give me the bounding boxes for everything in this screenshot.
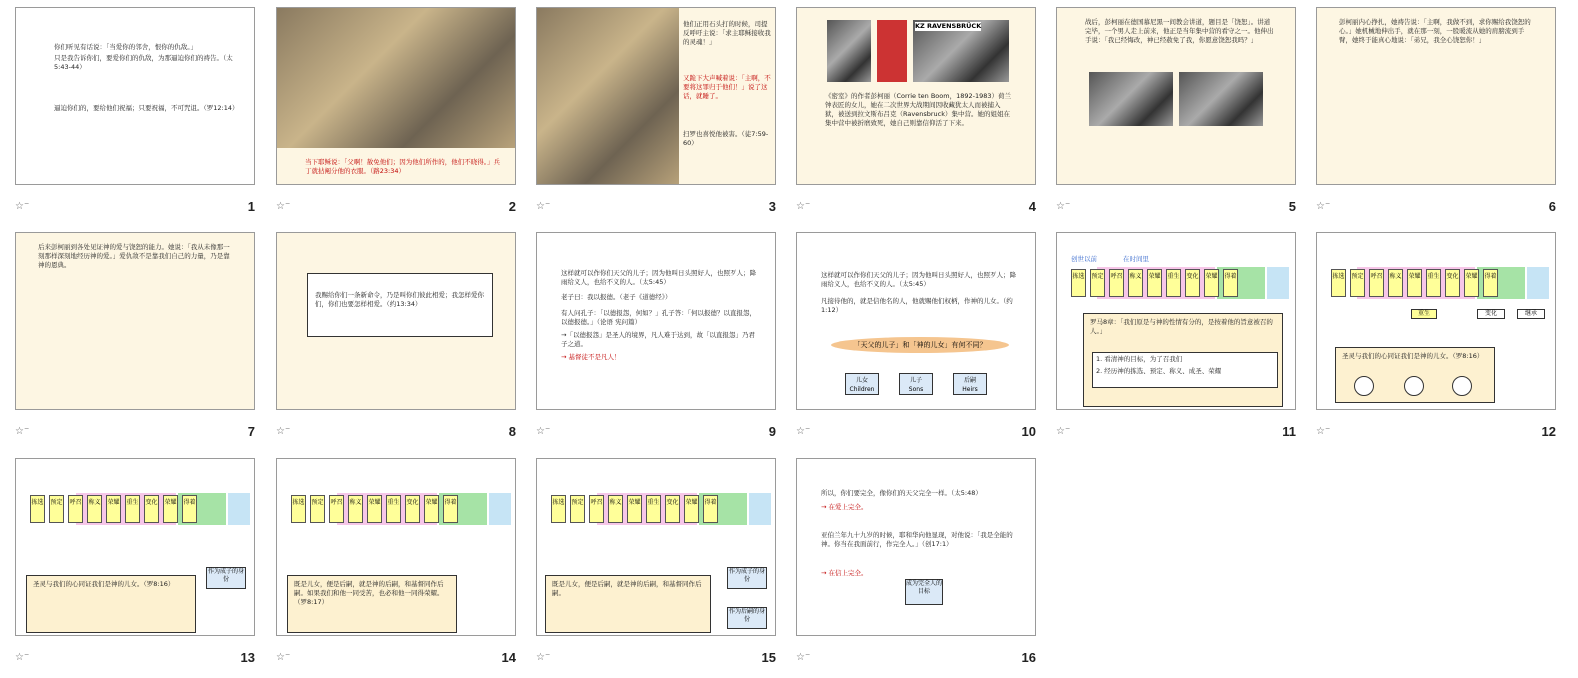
slide-text: → 在爱上完全。 bbox=[821, 503, 868, 511]
slide-thumb-11[interactable] bbox=[1056, 232, 1298, 442]
note-box bbox=[1083, 313, 1283, 407]
slide-7[interactable] bbox=[15, 232, 255, 410]
slide-text: 《密室》的作者彭柯丽（Corrie ten Boom，1892-1983）荷兰钟表匠的女儿，她在二次世界大战期间因收藏犹太人而被捕入狱，被送到拉文斯布吕克（Ravensbruck）集中营。她的姐姐在集中营中被折磨致死，她自己则靠信仰活了下来。 bbox=[825, 92, 1012, 127]
salvation-flow: 拣选 预定 呼召 称义 荣耀 重生 变化 荣耀 得着 bbox=[551, 495, 718, 529]
slide-icon[interactable]: ☆⁻ bbox=[276, 652, 291, 663]
slide-text: →「以德报怨」是圣人的境界，凡人难于达到，故「以直报怨」乃君子之道。 bbox=[561, 331, 755, 348]
slide-icon[interactable]: ☆⁻ bbox=[15, 201, 30, 212]
slide-number: 3 bbox=[768, 199, 776, 214]
changed-box: 变化 bbox=[1477, 309, 1505, 319]
step-box: 荣耀 bbox=[1204, 269, 1219, 297]
step-box: 呼召 bbox=[1109, 269, 1124, 297]
question-oval: 「天父的儿子」和「神的儿女」有何不同？ bbox=[831, 337, 1009, 353]
step-box: 荣耀 bbox=[1407, 269, 1422, 297]
slide-10[interactable] bbox=[796, 232, 1036, 410]
step-box: 荣耀 bbox=[1147, 269, 1162, 297]
callout-box: 作为成子的身份 bbox=[206, 567, 246, 589]
slide-text: 又跪下大声喊着说：「主啊，不要将这罪归于他们！」说了这话，就睡了。 bbox=[683, 74, 771, 100]
salvation-flow: 拣选 预定 呼召 称义 荣耀 重生 变化 荣耀 得着 bbox=[291, 495, 458, 529]
slide-number: 14 bbox=[501, 650, 516, 665]
slide-15[interactable] bbox=[536, 458, 776, 636]
callout-box: 作为后嗣的身份 bbox=[727, 607, 767, 629]
slide-icon[interactable]: ☆⁻ bbox=[796, 201, 811, 212]
slide-icon[interactable]: ☆⁻ bbox=[1316, 426, 1331, 437]
slide-1[interactable] bbox=[15, 7, 255, 185]
callout-box: 作为成子的身份 bbox=[727, 567, 767, 589]
note-box bbox=[545, 575, 711, 633]
clock-icon bbox=[1452, 376, 1472, 396]
slide-number: 11 bbox=[1282, 424, 1296, 439]
slide-icon[interactable]: ☆⁻ bbox=[15, 652, 30, 663]
slide-text: 凡接待他的，就是信他名的人，他就赐他们权柄，作神的儿女。（约1:12） bbox=[821, 297, 1013, 314]
slide-text: 他们正用石头打的时候，司提反呼吁主说：「求主耶稣接收我的灵魂！」 bbox=[683, 20, 771, 46]
slide-thumb-3[interactable] bbox=[536, 7, 778, 217]
slide-icon[interactable]: ☆⁻ bbox=[1056, 201, 1071, 212]
slide-thumb-13[interactable] bbox=[15, 458, 257, 668]
slide-thumb-8[interactable] bbox=[276, 232, 518, 442]
salvation-flow bbox=[1071, 269, 1238, 303]
slide-thumb-9[interactable] bbox=[536, 232, 778, 442]
step-box: 得着 bbox=[1223, 269, 1238, 297]
step-box: 呼召 bbox=[1369, 269, 1384, 297]
slide-icon[interactable]: ☆⁻ bbox=[536, 652, 551, 663]
camp-photo bbox=[1179, 72, 1263, 126]
slide-number: 8 bbox=[508, 424, 516, 439]
slide-text: 战后，彭柯丽在德国慕尼黑一间教会讲道，题目是「饶恕」。讲道完毕，一个男人走上前来，他正是当年集中营的看守之一。他伸出手说：「我已经悔改，神已经赦免了我，你愿意饶恕我吗？」 bbox=[1085, 18, 1274, 44]
reborn-box: 重生 bbox=[1411, 309, 1437, 319]
slide-thumb-16[interactable] bbox=[796, 458, 1038, 668]
note-text: 罗马8章：「我们原是与神的性情有分的，是按着他的旨意被召的人。」 bbox=[1090, 318, 1273, 335]
slide-icon[interactable]: ☆⁻ bbox=[536, 201, 551, 212]
step-box: 重生 bbox=[1426, 269, 1441, 297]
slide-caption: 当下耶稣说：「父啊！赦免他们；因为他们所作的，他们不晓得。」兵丁就拈阄分他的衣服。（路23:34） bbox=[305, 158, 500, 175]
step-box: 重生 bbox=[1166, 269, 1181, 297]
before-label: 创世以前 bbox=[1071, 255, 1097, 263]
camp-photo bbox=[1089, 72, 1173, 126]
slide-text: 你们听见有话说：「当爱你的邻舍，恨你的仇敌。」 bbox=[54, 43, 197, 51]
step-box: 变化 bbox=[1445, 269, 1460, 297]
slide-icon[interactable]: ☆⁻ bbox=[1316, 201, 1331, 212]
children-button[interactable]: 儿女 Children bbox=[845, 373, 879, 395]
salvation-flow bbox=[1331, 269, 1498, 303]
inherit-box: 继承 bbox=[1517, 309, 1545, 319]
clock-icon bbox=[1354, 376, 1374, 396]
slide-number: 10 bbox=[1021, 424, 1036, 439]
slide-thumb-5[interactable] bbox=[1056, 7, 1298, 217]
slide-11[interactable] bbox=[1056, 232, 1296, 410]
slide-text: 老子曰：我以报德。（老子《道德经》） bbox=[561, 293, 672, 301]
slide-2[interactable] bbox=[276, 7, 516, 185]
step-box: 称义 bbox=[1128, 269, 1143, 297]
note-box bbox=[1335, 347, 1495, 403]
step-box: 预定 bbox=[1090, 269, 1105, 297]
slide-text: 彭柯丽内心挣扎，她祷告说：「主啊，我做不到，求你赐给我饶恕的心。」她机械地伸出手，就在那一刻，一股暖流从她的肩膀流到手臂，她终于能真心地说：「弟兄，我全心饶恕你！」 bbox=[1339, 18, 1531, 44]
stoning-painting bbox=[537, 8, 679, 185]
after-label: 在时间里 bbox=[1123, 255, 1149, 263]
slide-thumb-7[interactable] bbox=[15, 232, 257, 442]
note-text: 圣灵与我们的心同证我们是神的儿女。（罗8:16） bbox=[1342, 352, 1484, 360]
sons-button[interactable]: 儿子 Sons bbox=[899, 373, 933, 395]
slide-thumb-12[interactable] bbox=[1316, 232, 1558, 442]
note-text: 既是儿女，便是后嗣，就是神的后嗣，和基督同作后嗣。 bbox=[552, 580, 702, 597]
step-box: 拣选 bbox=[1331, 269, 1346, 297]
slide-number: 15 bbox=[761, 650, 776, 665]
slide-number: 1 bbox=[247, 199, 255, 214]
note-text: 既是儿女，便是后嗣，就是神的后嗣，和基督同作后嗣。如果我们和他一同受苦，也必和他一同得荣耀。（罗8:17） bbox=[294, 580, 444, 606]
slide-9[interactable] bbox=[536, 232, 776, 410]
slide-12[interactable] bbox=[1316, 232, 1556, 410]
slide-3[interactable] bbox=[536, 7, 776, 185]
camp-label: KZ RAVENSBRÜCK bbox=[915, 22, 982, 30]
slide-thumb-10[interactable] bbox=[796, 232, 1038, 442]
slide-thumb-2[interactable] bbox=[276, 7, 518, 217]
step-box: 荣耀 bbox=[1464, 269, 1479, 297]
crucifixion-painting bbox=[277, 8, 515, 148]
slide-5[interactable] bbox=[1056, 7, 1296, 185]
note-text: 圣灵与我们的心同证我们是神的儿女。（罗8:16） bbox=[33, 580, 175, 588]
slide-number: 4 bbox=[1028, 199, 1036, 214]
salvation-flow: 拣选 预定 呼召 称义 荣耀 重生 变化 荣耀 得着 bbox=[30, 495, 197, 529]
quote-text: 我赐给你们一条新命令，乃是叫你们彼此相爱；我怎样爱你们，你们也要怎样相爱。（约13:34） bbox=[315, 291, 484, 308]
list-item: 2. 经历神的拣选、预定、称义、成圣、荣耀 bbox=[1096, 367, 1222, 375]
slide-text: 亚伯兰年九十九岁的时候，耶和华向他显现，对他说：「我是全能的神。你当在我面前行，作完全人。」（创17:1） bbox=[821, 531, 1013, 548]
step-box: 称义 bbox=[1388, 269, 1403, 297]
slide-number: 5 bbox=[1288, 199, 1296, 214]
slide-thumb-1[interactable] bbox=[15, 7, 257, 217]
slide-text: 逼迫你们的，要给他们祝福；只要祝福，不可咒诅。（罗12:14） bbox=[54, 104, 239, 112]
slide-thumb-4[interactable] bbox=[796, 7, 1038, 217]
slide-text: 这样就可以作你们天父的儿子；因为他叫日头照好人，也照歹人；降雨给义人，也给不义的人。（太5:45） bbox=[561, 269, 756, 286]
slide-number: 7 bbox=[247, 424, 255, 439]
slide-6[interactable] bbox=[1316, 7, 1556, 185]
note-box bbox=[287, 575, 457, 633]
step-box: 得着 bbox=[1483, 269, 1498, 297]
slide-icon[interactable]: ☆⁻ bbox=[276, 201, 291, 212]
slide-number: 6 bbox=[1548, 199, 1556, 214]
heirs-button[interactable]: 后嗣 Heirs bbox=[953, 373, 987, 395]
slide-text: 所以，你们要完全，像你们的天父完全一样。（太5:48） bbox=[821, 489, 982, 497]
slide-thumb-6[interactable] bbox=[1316, 7, 1558, 217]
slide-13[interactable] bbox=[15, 458, 255, 636]
slide-text: 这样就可以作你们天父的儿子；因为他叫日头照好人，也照歹人；降雨给义人，也给不义的人。（太5:45） bbox=[821, 271, 1016, 288]
portrait-photo bbox=[827, 20, 871, 82]
slide-icon[interactable]: ☆⁻ bbox=[276, 426, 291, 437]
slide-14[interactable] bbox=[276, 458, 516, 636]
step-box: 变化 bbox=[1185, 269, 1200, 297]
slide-number: 9 bbox=[768, 424, 776, 439]
slide-16[interactable] bbox=[796, 458, 1036, 636]
slide-icon[interactable]: ☆⁻ bbox=[796, 426, 811, 437]
slide-4[interactable] bbox=[796, 7, 1036, 185]
slide-icon[interactable]: ☆⁻ bbox=[536, 426, 551, 437]
slide-text: 只是我告诉你们，要爱你们的仇敌，为那逼迫你们的祷告。（太5:43-44） bbox=[54, 54, 233, 71]
slide-icon[interactable]: ☆⁻ bbox=[1056, 426, 1071, 437]
clock-icon bbox=[1404, 376, 1424, 396]
step-box: 预定 bbox=[1350, 269, 1365, 297]
slide-text: → 基督徒不是凡人！ bbox=[561, 353, 621, 361]
slide-number: 12 bbox=[1541, 424, 1556, 439]
slide-thumb-15[interactable] bbox=[536, 458, 778, 668]
slide-text: 扫罗也喜悦他被害。（徒7:59-60） bbox=[683, 130, 769, 147]
slide-icon[interactable]: ☆⁻ bbox=[15, 426, 30, 437]
slide-text: → 在信上完全。 bbox=[821, 569, 868, 577]
slide-text: 后来彭柯丽到各处见证神的爱与饶恕的能力。她说：「我从未像那一刻那样深刻地经历神的爱。」爱仇敌不是靠我们自己的力量，乃是靠神的恩典。 bbox=[38, 243, 230, 269]
step-box: 拣选 bbox=[1071, 269, 1086, 297]
slide-icon[interactable]: ☆⁻ bbox=[796, 652, 811, 663]
book-cover bbox=[877, 20, 907, 82]
slide-number: 2 bbox=[508, 199, 516, 214]
slide-number: 16 bbox=[1021, 650, 1036, 665]
callout-box: 成为完全人的目标 bbox=[905, 579, 943, 605]
slide-thumb-14[interactable] bbox=[276, 458, 518, 668]
slide-number: 13 bbox=[240, 650, 255, 665]
slide-text: 有人问孔子：「以德报怨，何如？」孔子答：「何以报德？以直报怨，以德报德。」（论语 宪问篇） bbox=[561, 309, 756, 326]
slide-8[interactable] bbox=[276, 232, 516, 410]
list-item: 1. 看清神的目标，为了召我们 bbox=[1096, 355, 1183, 363]
note-box bbox=[26, 575, 196, 633]
